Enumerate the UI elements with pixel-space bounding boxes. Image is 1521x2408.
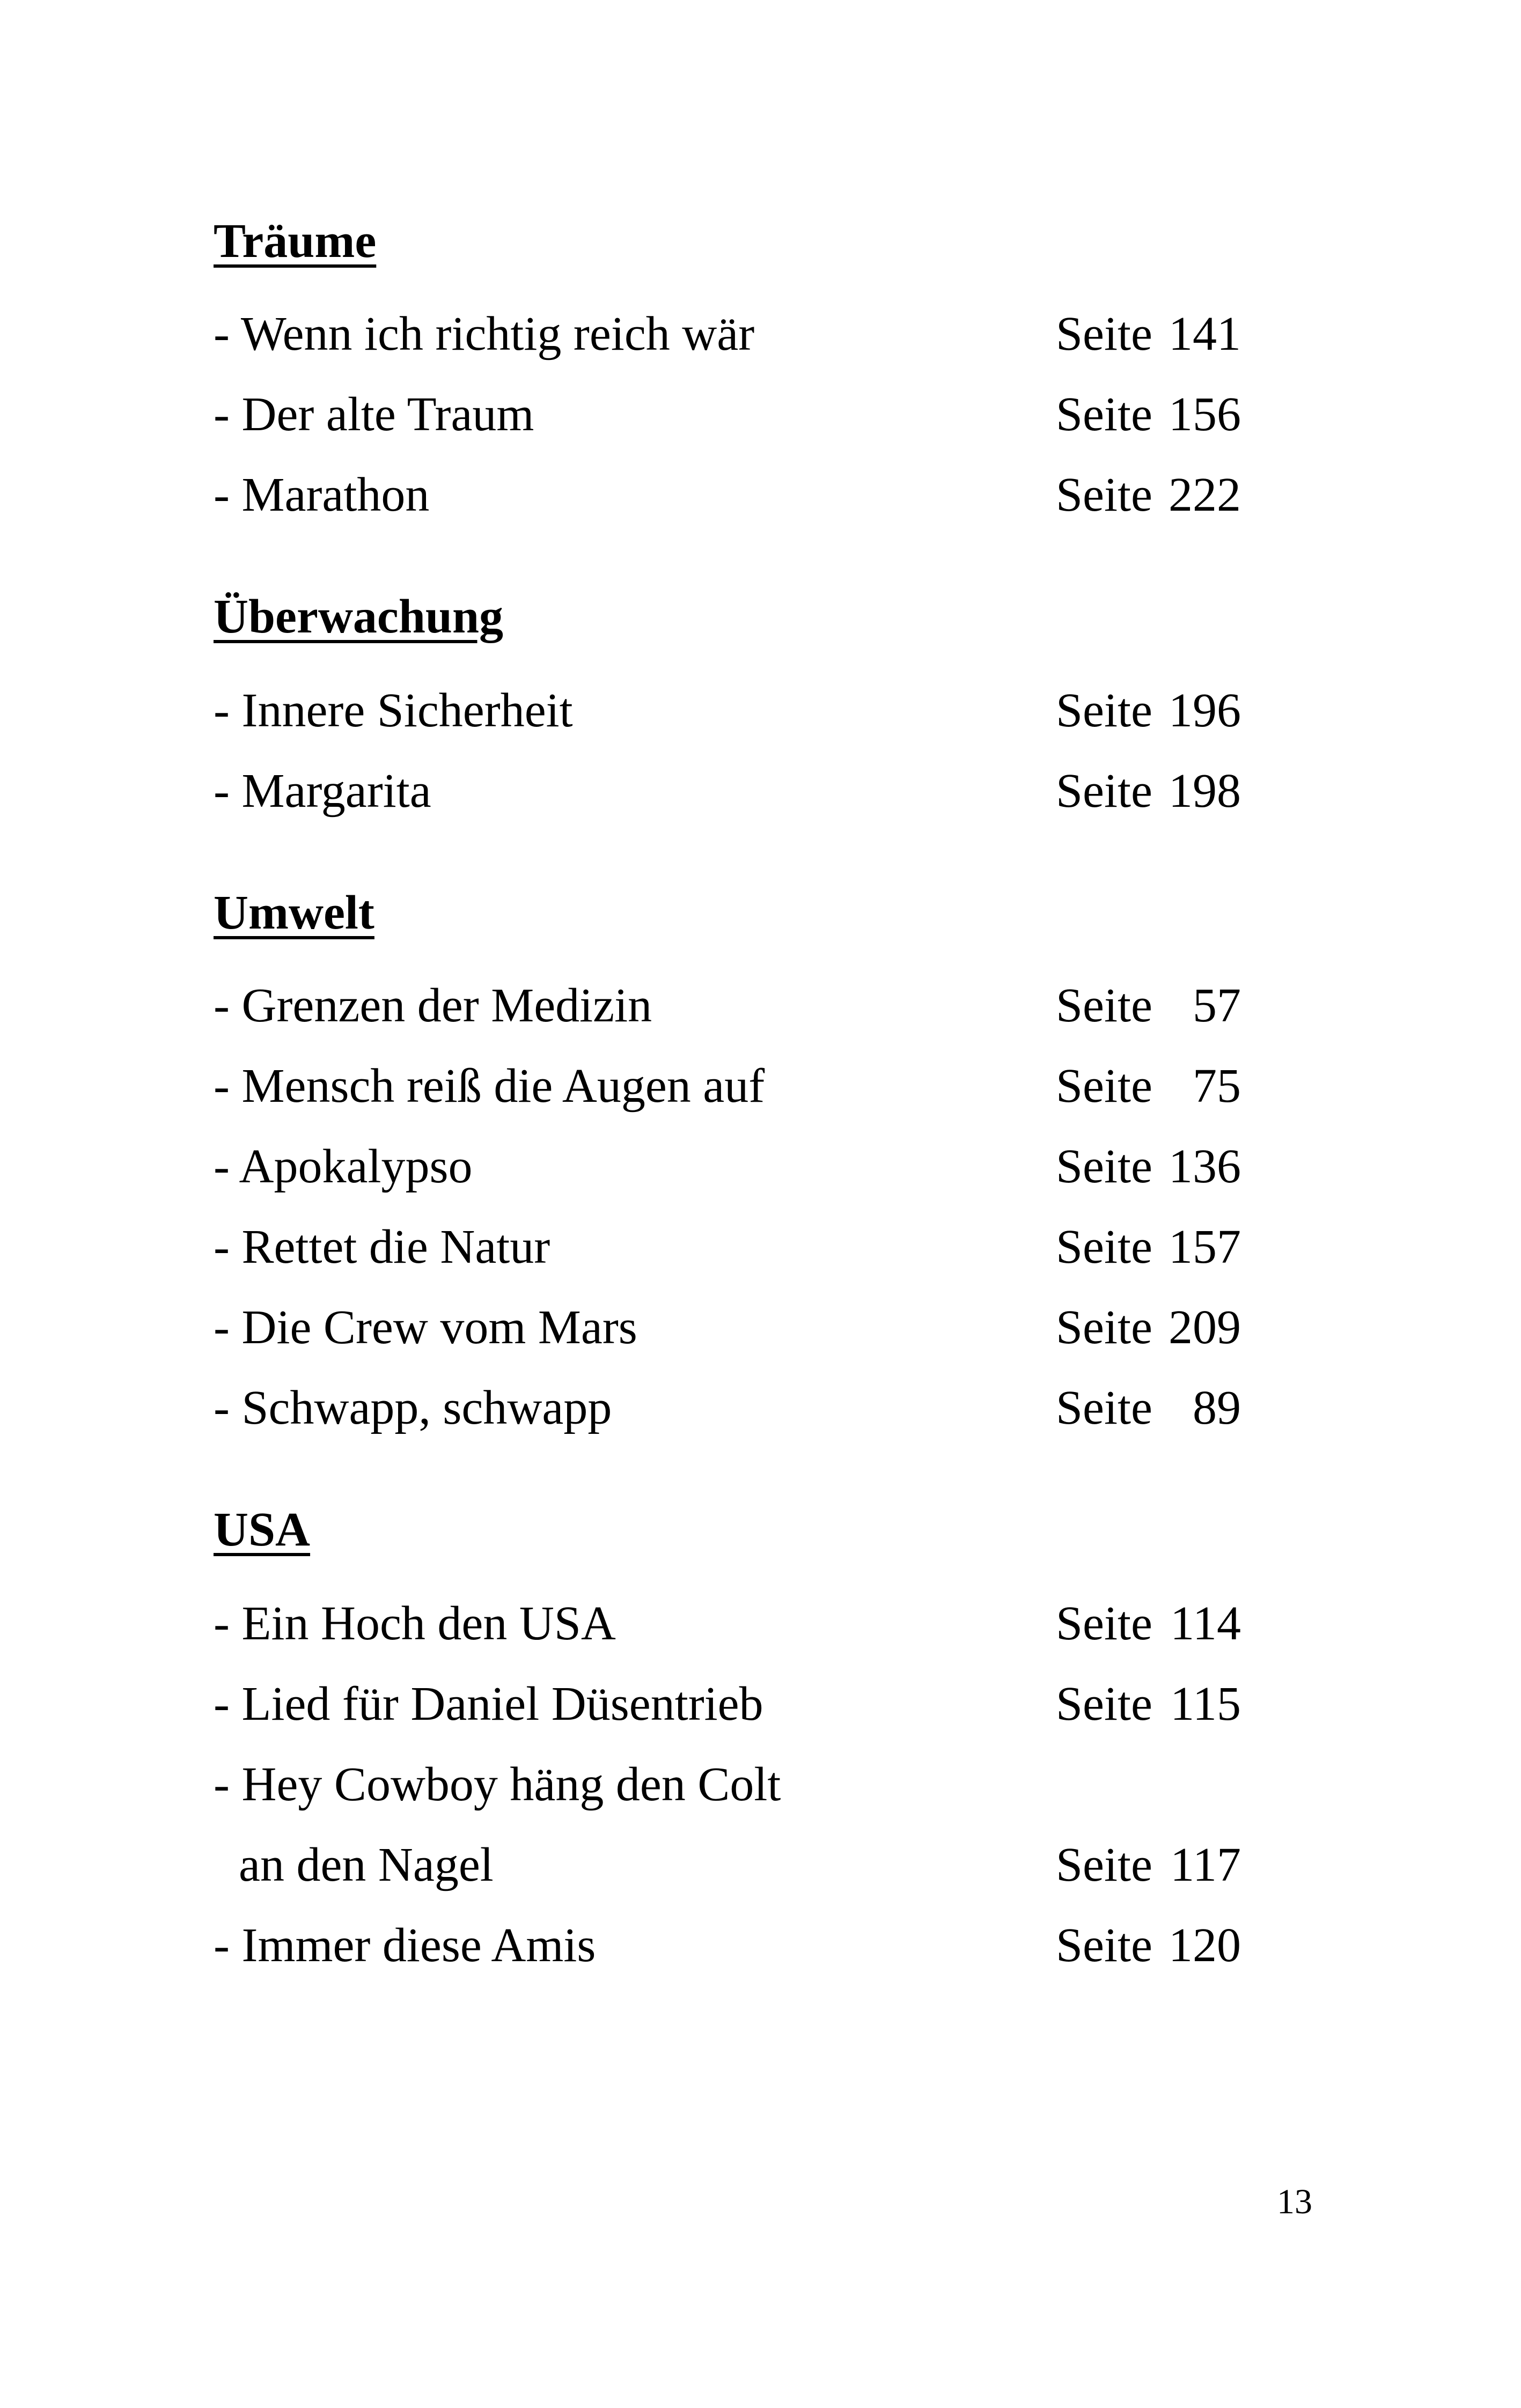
page-label: Seite: [1056, 1919, 1152, 1972]
toc-entry-title: - Hey Cowboy häng den Colt: [214, 1758, 781, 1811]
page-number-ref: 114: [1170, 1597, 1241, 1650]
toc-entry-page: [1056, 1220, 1241, 1273]
toc-entry-title: - Die Crew vom Mars: [214, 1301, 637, 1354]
page-number-ref: 141: [1168, 307, 1241, 360]
page-number-ref: 196: [1168, 684, 1241, 737]
section-heading-umwelt: Umwelt: [214, 886, 374, 939]
toc-entry-page: [1056, 307, 1241, 360]
page-number-ref: 120: [1168, 1919, 1241, 1972]
toc-entry-page: [1056, 979, 1241, 1032]
page-label: Seite: [1056, 1220, 1152, 1273]
page-label: Seite: [1056, 468, 1152, 521]
page-number-ref: 157: [1168, 1220, 1241, 1273]
toc-entry-title: - Mensch reiß die Augen auf: [214, 1059, 765, 1113]
toc-entry-title: - Lied für Daniel Düsentrieb: [214, 1677, 763, 1730]
page-label: Seite: [1056, 684, 1152, 737]
page-number-ref: 222: [1168, 468, 1241, 521]
page-number-ref: 115: [1170, 1677, 1241, 1730]
toc-entry-title: - Grenzen der Medizin: [214, 979, 652, 1032]
page-number-ref: 89: [1192, 1381, 1241, 1434]
toc-entry-title: - Innere Sicherheit: [214, 684, 573, 737]
toc-entry-page: [1056, 684, 1241, 737]
page-label: Seite: [1056, 1597, 1152, 1650]
page-number-ref: 75: [1192, 1059, 1241, 1113]
page-number-ref: 117: [1170, 1838, 1241, 1891]
page-number-ref: 57: [1192, 979, 1241, 1032]
toc-entry-page: [1056, 1301, 1241, 1354]
section-heading-traeume: Träume: [214, 215, 377, 268]
toc-entry-page: [1056, 388, 1241, 441]
toc-entry-title: - Der alte Traum: [214, 388, 534, 441]
page-label: Seite: [1056, 1677, 1152, 1730]
page-number-ref: 136: [1168, 1140, 1241, 1193]
toc-entry-title: - Rettet die Natur: [214, 1220, 550, 1273]
toc-entry-page: [1056, 764, 1241, 818]
toc-entry-title: - Margarita: [214, 764, 431, 818]
page-number-ref: 198: [1168, 764, 1241, 818]
toc-entry-title: - Wenn ich richtig reich wär: [214, 307, 755, 360]
toc-entry-title: - Marathon: [214, 468, 430, 521]
page-label: Seite: [1056, 1140, 1152, 1193]
page-label: Seite: [1056, 1301, 1152, 1354]
page-number-ref: 156: [1168, 388, 1241, 441]
toc-entry-title: - Immer diese Amis: [214, 1919, 596, 1972]
page-label: Seite: [1056, 764, 1152, 818]
toc-entry-page: [1056, 1597, 1241, 1650]
toc-entry-page: [1056, 1677, 1241, 1730]
page-label: Seite: [1056, 1059, 1152, 1113]
toc-entry-title: - Schwapp, schwapp: [214, 1381, 612, 1434]
toc-entry-page: [1056, 468, 1241, 521]
page-label: Seite: [1056, 1381, 1152, 1434]
section-heading-ueberwachung: Überwachung: [214, 590, 504, 643]
toc-entry-page: [1056, 1059, 1241, 1113]
page-label: Seite: [1056, 307, 1152, 360]
page-label: Seite: [1056, 1838, 1152, 1891]
toc-entry-title-continuation: an den Nagel: [239, 1838, 494, 1891]
toc-entry-title: - Apokalypso: [214, 1140, 473, 1193]
section-heading-usa: USA: [214, 1503, 311, 1556]
page-label: Seite: [1056, 388, 1152, 441]
page-number: 13: [1277, 2182, 1312, 2221]
toc-entry-page: [1056, 1381, 1241, 1434]
toc-entry-page: [1056, 1140, 1241, 1193]
page-number-ref: 209: [1168, 1301, 1241, 1354]
page-label: Seite: [1056, 979, 1152, 1032]
toc-entry-page: [1056, 1838, 1241, 1891]
toc-entry-title: - Ein Hoch den USA: [214, 1597, 616, 1650]
toc-entry-page: [1056, 1921, 1241, 1970]
